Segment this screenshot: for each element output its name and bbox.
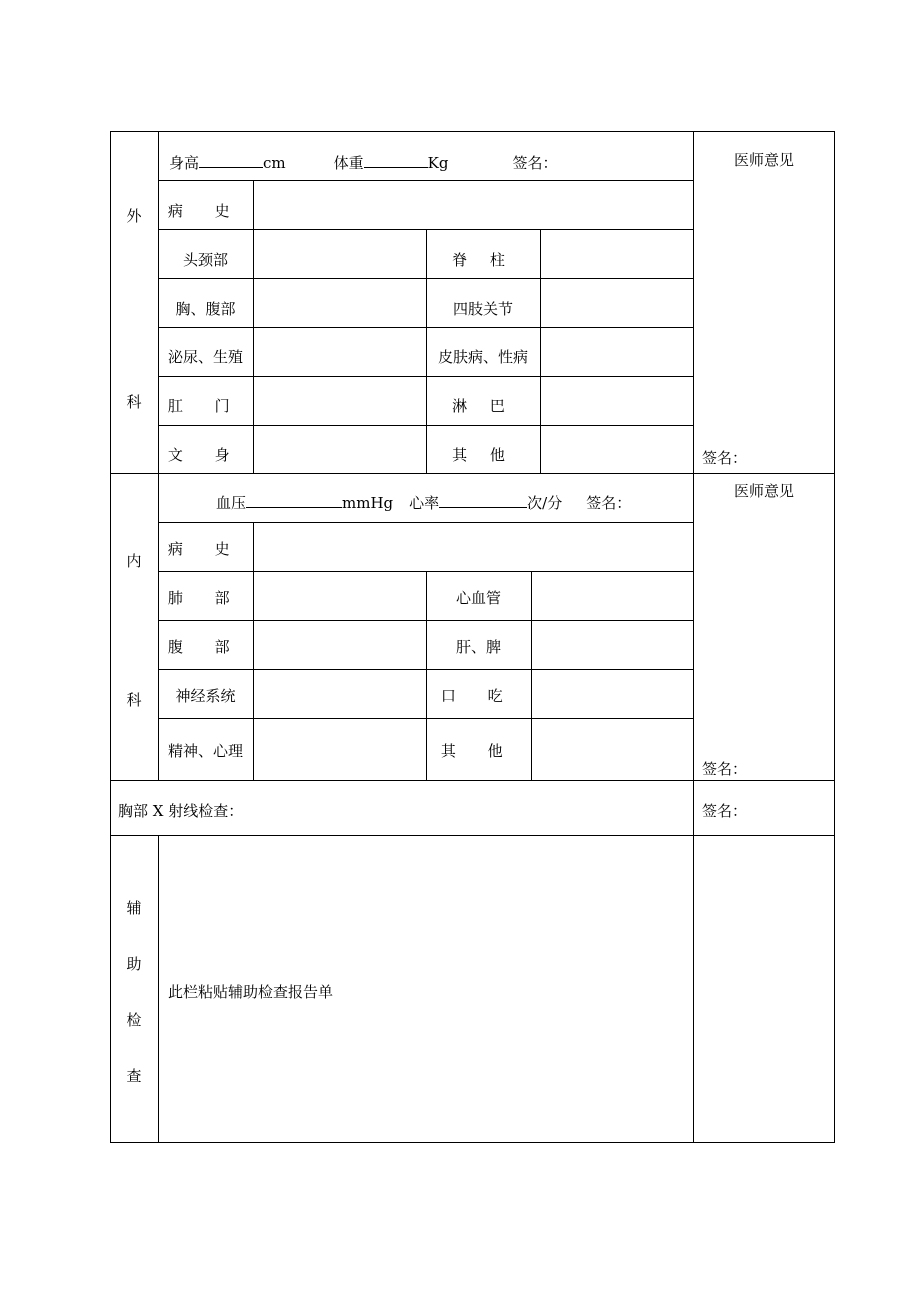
weight-label: 体重 [333,154,364,172]
internal-row-3-right: 其 他 [440,742,517,760]
internal-row-3-left: 精神、心理 [167,742,243,760]
hr-input[interactable] [439,493,527,508]
aux-side-char-1: 助 [126,955,142,973]
surgery-history-field[interactable] [254,181,692,228]
aux-side-char-2: 检 [126,1011,142,1029]
surgery-row-0-left: 头颈部 [182,251,228,269]
aux-side-char-3: 查 [126,1067,142,1085]
height-unit: cm [263,154,286,172]
surgery-row-3-right: 淋 巴 [452,397,514,415]
internal-row-0-left: 肺 部 [167,589,244,607]
xray-sign-label: 签名： [702,802,748,820]
internal-measure-line [216,493,631,512]
divider-surgery-internal [110,473,835,474]
bp-unit: mmHg [342,494,394,512]
height-label: 身高 [169,154,200,172]
internal-row-2-right: 口 吃 [440,687,517,705]
xray-label: 胸部 X 射线检查： [118,802,244,820]
hr-unit: 次/分 [527,494,563,512]
surgery-row-0-right: 脊 柱 [452,251,514,269]
surgery-row-4-right: 其 他 [452,446,514,464]
surgery-row-1-right: 四肢关节 [452,300,513,318]
internal-row-1-right: 肝、脾 [455,638,501,656]
internal-history-label: 病 史 [167,540,244,558]
internal-opinion-sign: 签名： [702,760,748,778]
surgery-history-label: 病 史 [167,202,244,220]
surgery-side-label-top: 外 [126,207,142,225]
weight-unit: Kg [427,154,449,172]
surgery-row-2-right: 皮肤病、性病 [437,348,528,366]
internal-row-1-left: 腹 部 [167,638,244,656]
surgery-row-1-left: 胸、腹部 [175,300,236,318]
divider-opinion-column [693,131,694,1143]
weight-input[interactable] [364,153,428,168]
surgery-side-label-bottom: 科 [126,393,142,411]
hr-label: 心率 [409,494,440,512]
aux-paste-note: 此栏粘贴辅助检查报告单 [168,983,334,1001]
internal-sign-label: 签名： [586,494,632,512]
internal-opinion-label: 医师意见 [733,482,794,500]
surgery-row-2-left: 泌尿、生殖 [167,348,243,366]
internal-row-0-right: 心血管 [455,589,501,607]
surgery-row-4-left: 文 身 [167,446,244,464]
surgery-opinion-sign: 签名： [702,449,748,467]
internal-side-label-top: 内 [126,552,142,570]
surgery-sign-label: 签名： [512,154,558,172]
surgery-measure-line [169,153,557,172]
divider-internal-xray [110,780,835,781]
height-input[interactable] [199,153,263,168]
surgery-row-3-left: 肛 门 [167,397,244,415]
bp-input[interactable] [246,493,342,508]
internal-row-2-left: 神经系统 [175,687,236,705]
aux-side-char-0: 辅 [126,899,142,917]
surgery-opinion-label: 医师意见 [733,151,794,169]
bp-label: 血压 [216,494,247,512]
internal-history-field[interactable] [254,523,692,570]
internal-side-label-bottom: 科 [126,691,142,709]
divider-xray-aux [110,835,835,836]
divider-side-column-aux [158,835,159,1143]
